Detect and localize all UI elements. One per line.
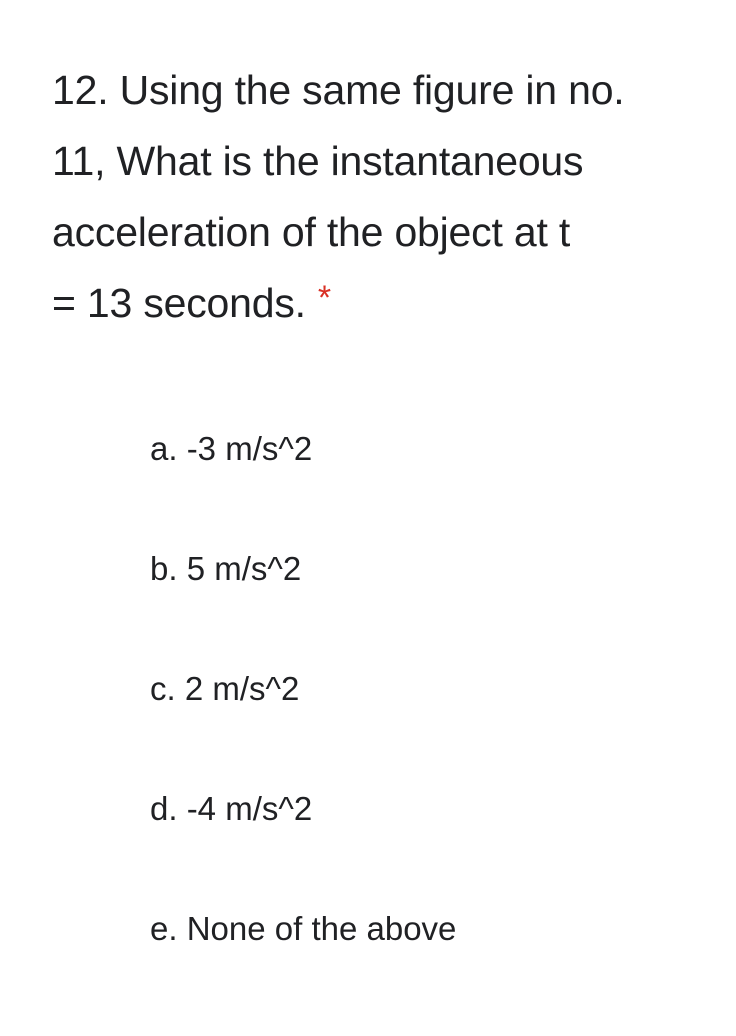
question-line-4-text: = 13 seconds. <box>52 280 306 326</box>
option-d[interactable]: d. -4 m/s^2 <box>150 790 313 827</box>
question-title <box>52 55 722 342</box>
option-a[interactable]: a. -3 m/s^2 <box>150 430 313 467</box>
required-asterisk: * <box>317 279 331 317</box>
option-b[interactable]: b. 5 m/s^2 <box>150 550 302 587</box>
question-line-1: 12. Using the same figure in no. <box>52 67 625 113</box>
question-line-3: acceleration of the object at t <box>52 209 571 255</box>
option-e[interactable]: e. None of the above <box>150 910 457 947</box>
question-line-2: 11, What is the instantaneous <box>52 138 584 184</box>
answer-options <box>150 418 710 1018</box>
question-line-4 <box>52 268 722 342</box>
option-c[interactable]: c. 2 m/s^2 <box>150 670 300 707</box>
